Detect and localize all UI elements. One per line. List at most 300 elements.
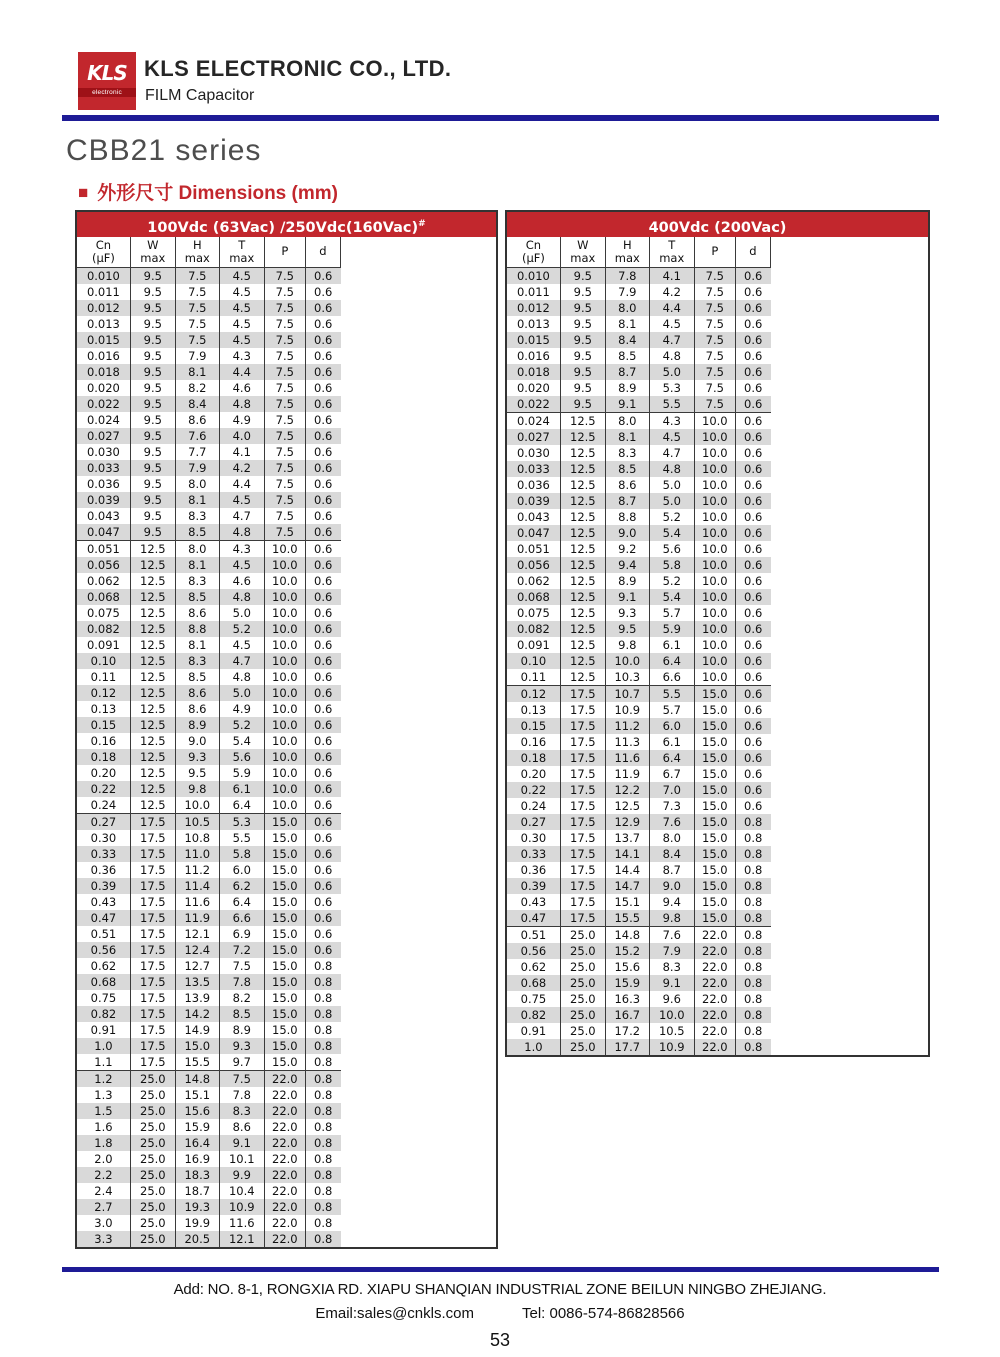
table-cell: 0.6: [305, 492, 340, 508]
table-cell: 0.33: [507, 846, 560, 862]
table-cell: 12.5: [560, 493, 605, 509]
table-cell: 4.0: [219, 428, 264, 444]
table-cell: 5.4: [649, 589, 694, 605]
table-cell: 0.8: [305, 974, 340, 990]
table-cell: 1.3: [94, 1088, 113, 1102]
table-cell: 12.5: [560, 445, 605, 461]
table-cell: 15.0: [264, 1038, 305, 1054]
table-row: [507, 830, 928, 846]
table-cell: 0.6: [735, 766, 770, 782]
table-cell: 4.1: [649, 268, 694, 285]
table-cell: 0.6: [305, 557, 340, 573]
table-cell: 12.5: [130, 797, 175, 814]
table-cell: 4.5: [219, 332, 264, 348]
table-cell: 10.0: [264, 589, 305, 605]
table-cell: 11.0: [175, 846, 219, 862]
table-row: [507, 959, 928, 975]
table-cell: 0.036: [516, 478, 550, 492]
table-row: [77, 830, 496, 846]
table-cell: 0.8: [735, 894, 770, 910]
column-header-row: [507, 237, 928, 268]
table-cell: 0.39: [507, 878, 560, 894]
table-cell: 15.0: [264, 990, 305, 1006]
table-cell: 12.5: [560, 669, 605, 686]
table-cell: 5.5: [649, 396, 694, 413]
table-cell: 0.6: [735, 525, 770, 541]
dimensions-grid: [77, 237, 496, 1247]
table-cell: 0.011: [86, 285, 120, 299]
table-cell: 8.3: [649, 959, 694, 975]
table-cell: 0.6: [305, 541, 340, 558]
table-row: [77, 814, 496, 831]
kls-logo-text: KLS: [87, 61, 127, 85]
table-cell: 0.6: [735, 284, 770, 300]
table-cell: 10.0: [694, 589, 735, 605]
table-cell: 7.9: [649, 943, 694, 959]
table-row: [77, 1006, 496, 1022]
table-cell: 0.6: [735, 702, 770, 718]
table-cell: 0.6: [305, 316, 340, 332]
table-cell: 17.5: [560, 846, 605, 862]
table-cell: 0.62: [90, 959, 117, 973]
table-cell: 17.5: [130, 862, 175, 878]
table-cell: 6.6: [649, 669, 694, 686]
table-cell: 17.2: [605, 1023, 649, 1039]
table-cell: 8.5: [219, 1006, 264, 1022]
table-cell: 13.7: [605, 830, 649, 846]
table-cell: 5.9: [219, 765, 264, 781]
table-cell: 0.051: [516, 542, 550, 556]
table-cell: 0.6: [305, 862, 340, 878]
table-cell: 0.6: [305, 701, 340, 717]
table-cell: 10.0: [175, 797, 219, 814]
table-cell: 7.5: [264, 300, 305, 316]
table-cell: 0.062: [86, 574, 120, 588]
table-cell: 12.5: [130, 589, 175, 605]
table-cell: 17.5: [130, 942, 175, 958]
table-cell: 17.7: [605, 1039, 649, 1055]
table-cell: 1.1: [94, 1055, 113, 1069]
table-cell: 0.018: [507, 364, 560, 380]
table-row: [507, 653, 928, 669]
table-cell: 7.5: [264, 348, 305, 364]
table-cell: 0.056: [507, 557, 560, 573]
table-cell: 15.0: [264, 894, 305, 910]
table-cell: 10.0: [264, 765, 305, 781]
kls-logo: [78, 52, 136, 110]
column-header: d: [735, 237, 770, 268]
table-cell: 4.2: [219, 460, 264, 476]
table-cell: 0.13: [90, 702, 117, 716]
table-cell: 15.0: [264, 958, 305, 974]
table-row: [77, 797, 496, 814]
table-cell: 0.30: [90, 831, 117, 845]
table-cell: 6.4: [219, 797, 264, 814]
table-cell: 4.8: [649, 348, 694, 364]
table-cell: 8.7: [649, 862, 694, 878]
table-cell: 10.7: [605, 686, 649, 703]
table-cell: 0.082: [507, 621, 560, 637]
table-cell: 6.0: [219, 862, 264, 878]
table-cell: 22.0: [264, 1087, 305, 1103]
table-cell: 0.6: [305, 830, 340, 846]
table-cell: 0.024: [86, 413, 120, 427]
table-row: [507, 734, 928, 750]
table-cell: 4.4: [219, 364, 264, 380]
table-cell: 10.9: [649, 1039, 694, 1055]
table-cell: 0.8: [735, 830, 770, 846]
table-cell: 22.0: [264, 1135, 305, 1151]
table-cell: 15.6: [605, 959, 649, 975]
table-cell: 15.0: [264, 862, 305, 878]
table-row: [507, 798, 928, 814]
table-cell: 8.9: [605, 380, 649, 396]
table-cell: 10.0: [694, 637, 735, 653]
table-cell: 6.4: [649, 653, 694, 669]
table-cell: 0.15: [507, 718, 560, 734]
table-cell: 7.5: [264, 412, 305, 428]
table-cell: 15.0: [264, 974, 305, 990]
table-cell: 10.0: [694, 621, 735, 637]
table-cell: 5.3: [219, 814, 264, 831]
table-cell: 12.1: [175, 926, 219, 942]
table-cell: 9.5: [560, 268, 605, 285]
table-cell: 0.8: [305, 1038, 340, 1054]
table-cell: 10.4: [219, 1183, 264, 1199]
table-cell: 0.6: [305, 733, 340, 749]
table-row: [77, 685, 496, 701]
table-cell: 22.0: [694, 959, 735, 975]
table-cell: 0.6: [305, 460, 340, 476]
table-cell: 5.4: [219, 733, 264, 749]
table-cell: 12.5: [560, 477, 605, 493]
table-cell: 7.5: [264, 476, 305, 492]
table-cell: 8.4: [605, 332, 649, 348]
table-cell: 12.5: [560, 653, 605, 669]
table-cell: 15.0: [264, 1006, 305, 1022]
table-cell: 8.1: [605, 316, 649, 332]
table-row: [77, 524, 496, 541]
table-row: [77, 412, 496, 428]
table-cell: 17.5: [130, 894, 175, 910]
table-cell: 0.091: [516, 638, 550, 652]
table-cell: 7.5: [219, 958, 264, 974]
table-cell: 0.030: [516, 446, 550, 460]
table-cell: 8.6: [605, 477, 649, 493]
table-row: [507, 477, 928, 493]
table-row: [77, 1022, 496, 1038]
table-cell: 15.0: [694, 702, 735, 718]
table-cell: 15.0: [694, 766, 735, 782]
table-cell: 9.5: [130, 268, 175, 285]
table-cell: 8.0: [605, 413, 649, 430]
table-cell: 4.7: [219, 653, 264, 669]
table-cell: 12.2: [605, 782, 649, 798]
table-cell: 15.1: [175, 1087, 219, 1103]
table-row: [77, 749, 496, 765]
table-cell: 10.9: [605, 702, 649, 718]
table-cell: 6.1: [219, 781, 264, 797]
table-cell: 0.6: [735, 782, 770, 798]
table-cell: 10.0: [694, 525, 735, 541]
table-cell: 9.5: [130, 380, 175, 396]
table-cell: 12.5: [130, 637, 175, 653]
table-cell: 0.6: [305, 380, 340, 396]
table-row: [507, 927, 928, 944]
table-cell: 16.3: [605, 991, 649, 1007]
table-cell: 0.8: [735, 927, 770, 944]
table-cell: 4.5: [219, 268, 264, 285]
table-cell: 12.5: [560, 573, 605, 589]
table-cell: 12.1: [219, 1231, 264, 1247]
footer-tel: Tel: 0086-574-86828566: [521, 1305, 685, 1322]
table-cell: 8.9: [175, 717, 219, 733]
table-cell: 0.011: [516, 285, 550, 299]
table-row: [77, 348, 496, 364]
table-cell: 25.0: [560, 943, 605, 959]
table-cell: 0.6: [305, 300, 340, 316]
table-cell: 8.5: [175, 589, 219, 605]
table-cell: 7.9: [175, 460, 219, 476]
table-cell: 0.6: [305, 605, 340, 621]
table-cell: 25.0: [130, 1071, 175, 1088]
table-cell: 17.5: [560, 782, 605, 798]
table-cell: 14.9: [175, 1022, 219, 1038]
table-cell: 12.7: [175, 958, 219, 974]
table-cell: 9.5: [130, 444, 175, 460]
table-cell: 0.6: [735, 621, 770, 637]
table-cell: 17.5: [560, 878, 605, 894]
table-cell: 4.5: [219, 557, 264, 573]
table-cell: 7.7: [175, 444, 219, 460]
table-cell: 0.91: [520, 1024, 547, 1038]
table-row: [77, 701, 496, 717]
table-cell: 7.8: [605, 268, 649, 285]
table-cell: 6.9: [219, 926, 264, 942]
table-cell: 25.0: [560, 1039, 605, 1055]
table-row: [77, 1215, 496, 1231]
table-cell: 10.0: [264, 621, 305, 637]
table-cell: 0.8: [305, 1167, 340, 1183]
table-cell: 10.0: [694, 493, 735, 509]
table-cell: 5.8: [649, 557, 694, 573]
table-cell: 0.8: [735, 878, 770, 894]
footer-email: Email:sales@cnkls.com: [315, 1305, 474, 1322]
table-cell: 17.5: [130, 910, 175, 926]
table-cell: 10.5: [649, 1023, 694, 1039]
table-cell: 17.5: [560, 862, 605, 878]
table-cell: 8.3: [605, 445, 649, 461]
table-cell: 0.8: [305, 1006, 340, 1022]
table-cell: 8.8: [605, 509, 649, 525]
table-row: [507, 782, 928, 798]
table-cell: 11.9: [175, 910, 219, 926]
table-cell: 15.0: [694, 862, 735, 878]
table-row: [507, 461, 928, 477]
table-cell: 10.0: [694, 669, 735, 686]
table-cell: 9.1: [219, 1135, 264, 1151]
dimensions-table-400v: [505, 210, 930, 1057]
table-cell: 0.036: [86, 477, 120, 491]
table-cell: 4.5: [219, 637, 264, 653]
table-cell: 10.0: [264, 781, 305, 797]
table-cell: 0.6: [735, 509, 770, 525]
table-cell: 10.0: [694, 541, 735, 557]
table-cell: 5.0: [649, 364, 694, 380]
table-cell: 2.0: [94, 1152, 113, 1166]
table-cell: 10.0: [694, 557, 735, 573]
table-cell: 10.0: [694, 573, 735, 589]
table-row: [77, 717, 496, 733]
table-cell: 0.047: [507, 525, 560, 541]
table-cell: 5.6: [649, 541, 694, 557]
table-cell: 19.3: [175, 1199, 219, 1215]
table-cell: 22.0: [694, 927, 735, 944]
table-row: [77, 1199, 496, 1215]
footer-rule: [62, 1267, 939, 1272]
table-cell: 0.6: [735, 637, 770, 653]
table-cell: 0.6: [305, 444, 340, 460]
table-cell: 25.0: [560, 991, 605, 1007]
table-row: [507, 541, 928, 557]
table-cell: 12.9: [605, 814, 649, 830]
table-row: [507, 943, 928, 959]
table-cell: 25.0: [560, 1023, 605, 1039]
table-cell: 7.5: [264, 396, 305, 412]
table-cell: 0.30: [520, 831, 547, 845]
table-cell: 0.082: [77, 621, 130, 637]
table-cell: 25.0: [130, 1087, 175, 1103]
table-cell: 4.8: [219, 669, 264, 685]
table-cell: 9.5: [560, 316, 605, 332]
table-cell: 9.8: [175, 781, 219, 797]
table-cell: 10.0: [264, 557, 305, 573]
table-cell: 17.5: [560, 718, 605, 734]
table-cell: 4.5: [219, 300, 264, 316]
table-cell: 0.039: [507, 493, 560, 509]
table-cell: 0.6: [305, 797, 340, 814]
footer-contact: [0, 1305, 1000, 1322]
table-cell: 11.6: [605, 750, 649, 766]
table-cell: 7.5: [264, 428, 305, 444]
table-cell: 0.75: [90, 991, 117, 1005]
table-cell: 14.2: [175, 1006, 219, 1022]
table-row: [77, 492, 496, 508]
table-cell: 0.6: [735, 493, 770, 509]
table-cell: 15.0: [694, 718, 735, 734]
table-cell: 9.5: [130, 396, 175, 412]
table-cell: 2.4: [94, 1184, 113, 1198]
table-cell: 0.10: [507, 653, 560, 669]
table-cell: 0.6: [305, 428, 340, 444]
table-cell: 6.4: [219, 894, 264, 910]
table-row: [77, 444, 496, 460]
table-cell: 2.7: [77, 1199, 130, 1215]
table-cell: 9.5: [130, 348, 175, 364]
table-cell: 7.6: [649, 927, 694, 944]
table-cell: 10.0: [264, 653, 305, 669]
table-cell: 0.82: [507, 1007, 560, 1023]
table-cell: 0.8: [305, 1215, 340, 1231]
table-cell: 22.0: [694, 991, 735, 1007]
table-cell: 0.013: [516, 317, 550, 331]
table-cell: 7.9: [175, 348, 219, 364]
table-cell: 25.0: [130, 1135, 175, 1151]
table-cell: 25.0: [560, 1007, 605, 1023]
table-cell: 10.0: [264, 701, 305, 717]
table-cell: 0.82: [77, 1006, 130, 1022]
table-cell: 8.6: [175, 701, 219, 717]
table-cell: 0.22: [507, 782, 560, 798]
table-cell: 4.6: [219, 573, 264, 589]
table-cell: 17.5: [560, 894, 605, 910]
table-cell: 0.6: [735, 686, 770, 703]
table-cell: 10.0: [264, 749, 305, 765]
table-cell: 10.0: [264, 541, 305, 558]
table-cell: 9.2: [605, 541, 649, 557]
table-cell: 0.6: [305, 348, 340, 364]
table-cell: 0.20: [520, 767, 547, 781]
table-cell: 9.5: [130, 300, 175, 316]
table-cell: 0.27: [77, 814, 130, 831]
table-cell: 8.5: [605, 461, 649, 477]
table-cell: 8.0: [175, 541, 219, 558]
table-cell: 9.0: [175, 733, 219, 749]
dimensions-grid: [507, 237, 928, 1055]
table-cell: 0.6: [305, 781, 340, 797]
table-cell: 7.9: [605, 284, 649, 300]
table-cell: 15.0: [694, 910, 735, 927]
table-cell: 3.3: [77, 1231, 130, 1247]
table-cell: 8.6: [175, 605, 219, 621]
table-cell: 1.8: [77, 1135, 130, 1151]
table-row: [77, 589, 496, 605]
series-title: CBB21 series: [66, 134, 262, 167]
table-cell: 10.9: [219, 1199, 264, 1215]
table-cell: 0.043: [86, 509, 120, 523]
table-row: [507, 589, 928, 605]
table-cell: 8.5: [175, 669, 219, 685]
table-row: [77, 268, 496, 285]
table-cell: 0.8: [305, 958, 340, 974]
table-cell: 10.0: [694, 605, 735, 621]
table-cell: 11.4: [175, 878, 219, 894]
table-cell: 9.8: [605, 637, 649, 653]
table-cell: 5.5: [219, 830, 264, 846]
table-cell: 10.0: [694, 461, 735, 477]
table-cell: 15.0: [264, 1054, 305, 1071]
table-row: [507, 268, 928, 285]
table-cell: 9.1: [605, 589, 649, 605]
table-cell: 10.0: [264, 637, 305, 653]
section-title: [78, 178, 338, 205]
table-cell: 0.043: [516, 510, 550, 524]
table-cell: 8.2: [175, 380, 219, 396]
table-cell: 14.4: [605, 862, 649, 878]
table-cell: 22.0: [264, 1071, 305, 1088]
table-cell: 4.5: [219, 492, 264, 508]
table-cell: 0.6: [735, 429, 770, 445]
table-cell: 0.6: [305, 878, 340, 894]
table-cell: 22.0: [694, 975, 735, 991]
table-cell: 0.8: [735, 1007, 770, 1023]
table-cell: 0.13: [520, 703, 547, 717]
table-cell: 5.9: [649, 621, 694, 637]
table-cell: 9.7: [219, 1054, 264, 1071]
table-cell: 0.8: [305, 1183, 340, 1199]
table-row: [77, 846, 496, 862]
table-cell: 8.5: [605, 348, 649, 364]
